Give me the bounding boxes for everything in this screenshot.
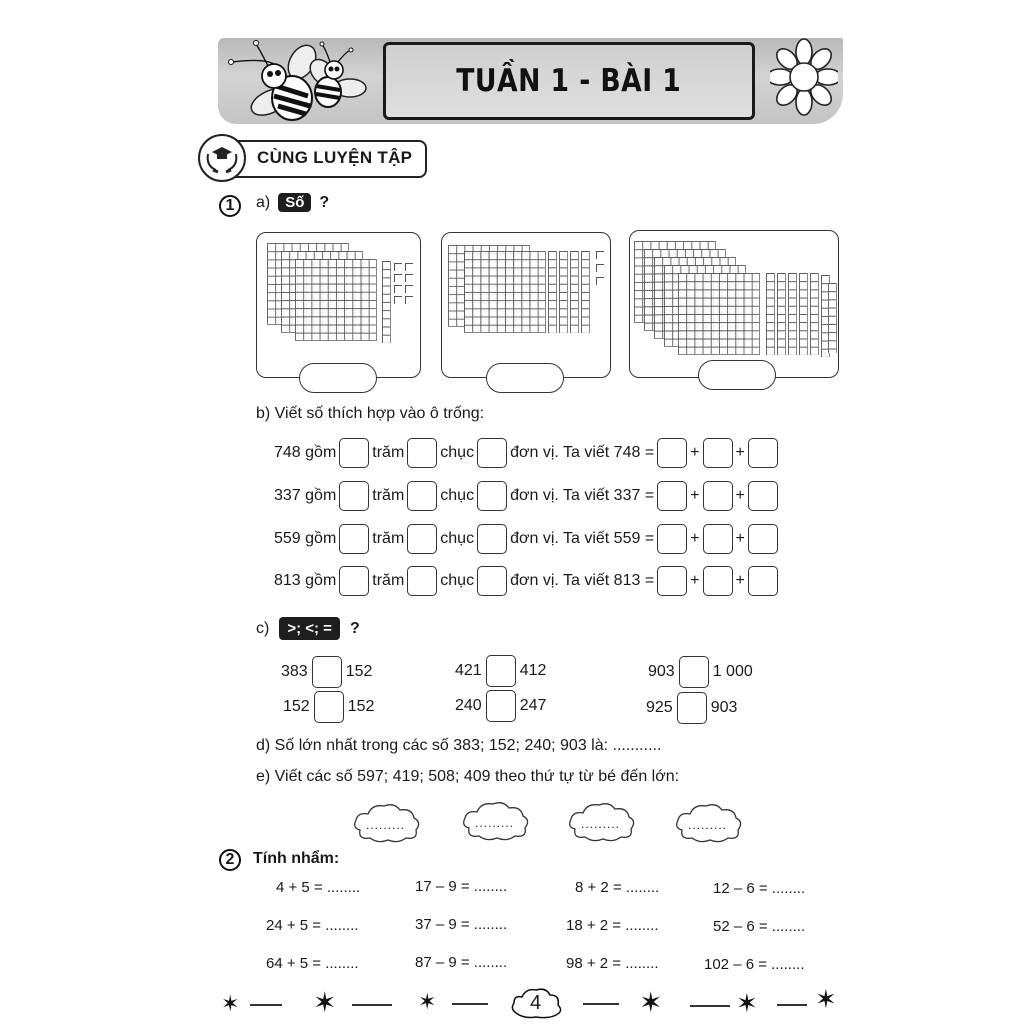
row-number-repeat: 337 — [613, 487, 641, 504]
compare-left: 925 — [646, 699, 673, 716]
compare-right: 903 — [710, 699, 738, 716]
sum-ones-input[interactable] — [748, 481, 778, 511]
ten-rod — [559, 251, 568, 333]
plus-sign: + — [735, 530, 745, 547]
one-cube — [596, 277, 604, 285]
compare-left: 152 — [283, 698, 310, 715]
page-number-cloud — [508, 985, 564, 1021]
ten-rod — [548, 251, 557, 333]
compare-pair-3 — [648, 656, 753, 688]
star-icon: ✶ — [815, 984, 837, 1014]
page-title: TUẦN 1 - BÀI 1 — [456, 63, 682, 99]
answer-field-1[interactable] — [299, 363, 377, 393]
calc-item[interactable]: 4 + 5 = ........ — [276, 879, 361, 896]
sum-hundreds-input[interactable] — [657, 481, 687, 511]
compare-pair-5 — [455, 690, 546, 722]
row-number-repeat: 559 — [613, 530, 641, 547]
answer-field-3[interactable] — [698, 360, 776, 390]
compare-right: 152 — [345, 663, 373, 680]
plus-sign: + — [735, 487, 745, 504]
ten-rod — [382, 261, 391, 343]
compare-input[interactable] — [486, 690, 516, 722]
hundred-block — [678, 273, 760, 355]
ones-input[interactable] — [477, 481, 507, 511]
word-donvi: đơn vị. Ta viết — [510, 530, 610, 547]
divider-dash — [583, 1003, 619, 1005]
section-title: CÙNG LUYỆN TẬP — [257, 148, 413, 167]
graduation-cap-hands-icon — [200, 136, 244, 180]
compare-input[interactable] — [314, 691, 344, 723]
compare-input[interactable] — [677, 692, 707, 724]
sum-tens-input[interactable] — [703, 524, 733, 554]
compare-input[interactable] — [486, 655, 516, 687]
word-gom: gồm — [305, 444, 337, 461]
base10-panel-1 — [256, 232, 421, 378]
star-icon: ✶ — [639, 987, 663, 1018]
hundreds-input[interactable] — [339, 438, 369, 468]
flower-icon — [770, 38, 838, 116]
one-cube — [596, 251, 604, 259]
row-number: 748 — [274, 444, 301, 461]
part-a-suffix: ? — [319, 193, 330, 211]
one-cube — [394, 274, 402, 282]
calc-item[interactable]: 17 – 9 = ........ — [415, 878, 508, 895]
decompose-row-559 — [274, 524, 781, 554]
part-c-header — [256, 617, 360, 640]
equals-sign: = — [644, 444, 655, 461]
divider-dash — [452, 1003, 488, 1005]
part-c-suffix: ? — [349, 619, 360, 637]
divider-dash — [250, 1004, 282, 1006]
part-e-text: e) Viết các số 597; 419; 508; 409 theo thứ tự từ bé đến lớn: — [256, 768, 680, 785]
plus-sign: + — [690, 444, 700, 461]
sum-hundreds-input[interactable] — [657, 566, 687, 596]
calc-item[interactable]: 18 + 2 = ........ — [566, 917, 659, 934]
calc-item[interactable]: 12 – 6 = ........ — [713, 880, 806, 897]
calc-item[interactable]: 8 + 2 = ........ — [575, 879, 660, 896]
row-number: 337 — [274, 487, 301, 504]
equals-sign: = — [644, 572, 655, 589]
part-b-instruction: b) Viết số thích hợp vào ô trống: — [256, 405, 485, 422]
row-number-repeat: 748 — [613, 444, 641, 461]
sum-hundreds-input[interactable] — [657, 438, 687, 468]
hundred-block — [464, 251, 546, 333]
cloud-blank: ......... — [475, 816, 515, 830]
one-cube — [394, 285, 402, 293]
calc-item[interactable]: 87 – 9 = ........ — [415, 954, 508, 971]
exercise-2-title: Tính nhẩm: — [253, 850, 340, 867]
ones-input[interactable] — [477, 438, 507, 468]
cloud-blank: ......... — [366, 818, 406, 832]
part-d-text: d) Số lớn nhất trong các số 383; 152; 240; 903 là: ........... — [256, 737, 662, 754]
ten-rod — [570, 251, 579, 333]
sum-ones-input[interactable] — [748, 438, 778, 468]
one-cube — [394, 296, 402, 304]
word-gom: gồm — [305, 487, 337, 504]
compare-left: 421 — [455, 662, 482, 679]
one-cube — [596, 264, 604, 272]
equals-sign: = — [644, 530, 655, 547]
calc-item[interactable]: 24 + 5 = ........ — [266, 917, 359, 934]
cloud-answer-1[interactable] — [350, 800, 422, 844]
word-chuc: chục — [440, 444, 475, 461]
one-cube — [394, 263, 402, 271]
cloud-answer-3[interactable] — [565, 799, 637, 843]
word-gom: gồm — [305, 530, 337, 547]
compare-pair-1 — [281, 656, 372, 688]
star-icon: ✶ — [221, 991, 240, 1016]
sum-tens-input[interactable] — [703, 438, 733, 468]
ten-rod — [777, 273, 786, 355]
ones-input[interactable] — [477, 566, 507, 596]
ten-rod — [810, 273, 819, 355]
word-gom: gồm — [305, 572, 337, 589]
exercise-1-number: 1 — [219, 195, 241, 217]
decompose-row-748 — [274, 438, 781, 468]
ten-rod — [581, 251, 590, 333]
base10-panel-3 — [629, 230, 839, 378]
sum-ones-input[interactable] — [748, 524, 778, 554]
tens-input[interactable] — [407, 566, 437, 596]
star-icon: ✶ — [313, 987, 337, 1018]
plus-sign: + — [735, 444, 745, 461]
two-bees-icon — [222, 40, 382, 124]
title-box — [383, 42, 755, 120]
compare-left: 240 — [455, 697, 482, 714]
plus-sign: + — [690, 487, 700, 504]
compare-right: 412 — [519, 662, 547, 679]
hundreds-input[interactable] — [339, 524, 369, 554]
compare-pair-4 — [283, 691, 374, 723]
part-c-tag: >; <; = — [279, 617, 340, 640]
cloud-answer-4[interactable] — [672, 800, 744, 844]
star-icon: ✶ — [736, 988, 758, 1018]
plus-sign: + — [690, 572, 700, 589]
decompose-row-813 — [274, 566, 781, 596]
compare-pair-2 — [455, 655, 546, 687]
row-number: 813 — [274, 572, 301, 589]
ten-rod — [799, 273, 808, 355]
compare-input[interactable] — [312, 656, 342, 688]
divider-dash — [690, 1005, 730, 1007]
compare-right: 152 — [347, 698, 375, 715]
part-a-header — [256, 193, 329, 212]
part-a-tag: Số — [278, 193, 311, 212]
tens-input[interactable] — [407, 438, 437, 468]
hundred-block — [295, 259, 377, 341]
calc-item[interactable]: 98 + 2 = ........ — [566, 955, 659, 972]
word-donvi: đơn vị. Ta viết — [510, 572, 610, 589]
plus-sign: + — [735, 572, 745, 589]
sum-tens-input[interactable] — [703, 566, 733, 596]
part-c-label: c) — [256, 619, 270, 637]
word-tram: trăm — [372, 572, 405, 589]
one-cube — [405, 285, 413, 293]
sum-ones-input[interactable] — [748, 566, 778, 596]
decompose-row-337 — [274, 481, 781, 511]
word-tram: trăm — [372, 487, 405, 504]
compare-pair-6 — [646, 692, 737, 724]
one-cube — [405, 274, 413, 282]
divider-dash — [352, 1004, 392, 1006]
word-chuc: chục — [440, 530, 475, 547]
row-number: 559 — [274, 530, 301, 547]
compare-right: 1 000 — [712, 663, 753, 680]
hundreds-input[interactable] — [339, 566, 369, 596]
calc-item[interactable]: 102 – 6 = ........ — [704, 956, 805, 973]
compare-input[interactable] — [679, 656, 709, 688]
compare-left: 903 — [648, 663, 675, 680]
one-cube — [405, 263, 413, 271]
cloud-blank: ......... — [581, 817, 621, 831]
plus-sign: + — [690, 530, 700, 547]
word-tram: trăm — [372, 530, 405, 547]
sum-hundreds-input[interactable] — [657, 524, 687, 554]
calc-item[interactable]: 37 – 9 = ........ — [415, 916, 508, 933]
hundreds-input[interactable] — [339, 481, 369, 511]
equals-sign: = — [644, 487, 655, 504]
tens-input[interactable] — [407, 481, 437, 511]
cloud-blank: ......... — [688, 818, 728, 832]
section-icon-circle — [198, 134, 246, 182]
row-number-repeat: 813 — [613, 572, 641, 589]
divider-dash — [777, 1004, 807, 1006]
star-icon: ✶ — [418, 989, 437, 1014]
calc-item[interactable]: 64 + 5 = ........ — [266, 955, 359, 972]
answer-field-2[interactable] — [486, 363, 564, 393]
calc-item[interactable]: 52 – 6 = ........ — [713, 918, 806, 935]
word-donvi: đơn vị. Ta viết — [510, 487, 610, 504]
word-tram: trăm — [372, 444, 405, 461]
compare-right: 247 — [519, 697, 547, 714]
one-cube — [405, 296, 413, 304]
word-chuc: chục — [440, 572, 475, 589]
ten-rod — [788, 273, 797, 355]
page-number: 4 — [530, 992, 542, 1014]
tens-input[interactable] — [407, 524, 437, 554]
compare-left: 383 — [281, 663, 308, 680]
base10-panel-2 — [441, 232, 611, 378]
part-a-label: a) — [256, 193, 271, 211]
cloud-answer-2[interactable] — [459, 798, 531, 842]
ten-rod — [828, 283, 837, 353]
exercise-2-number: 2 — [219, 849, 241, 871]
sum-tens-input[interactable] — [703, 481, 733, 511]
ones-input[interactable] — [477, 524, 507, 554]
word-chuc: chục — [440, 487, 475, 504]
word-donvi: đơn vị. Ta viết — [510, 444, 610, 461]
ten-rod — [766, 273, 775, 355]
